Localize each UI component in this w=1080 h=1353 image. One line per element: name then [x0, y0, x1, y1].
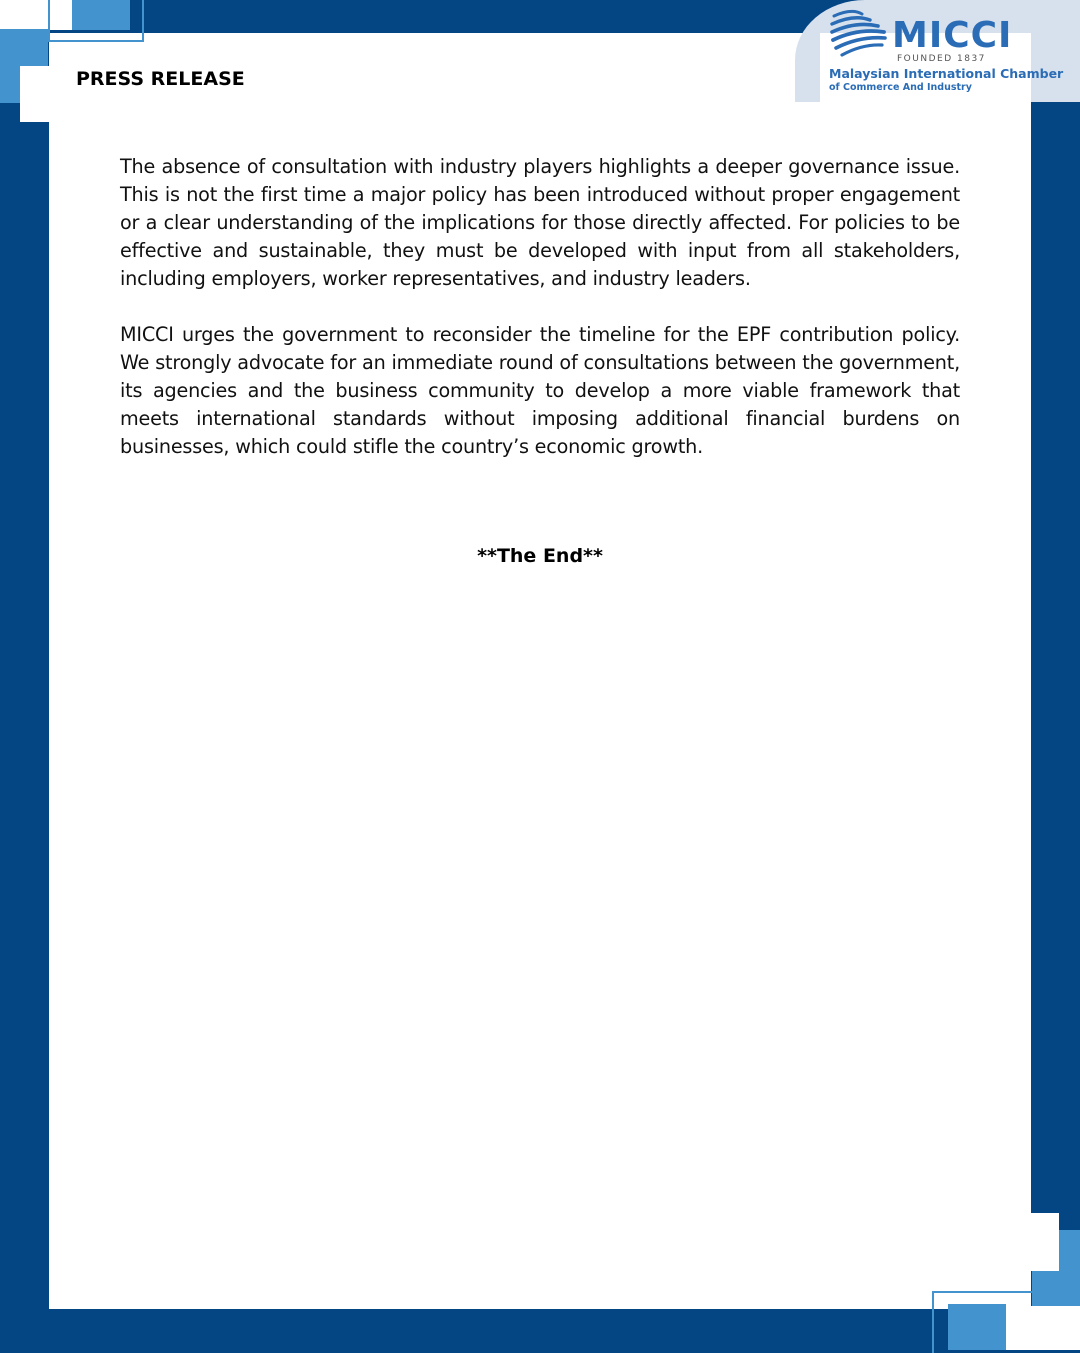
logo-wordmark: MICCI	[892, 15, 1013, 56]
paragraph: The absence of consultation with industry players highlights a deeper governance issue. This is not the first time a major policy has been introduced without proper engagement or a clear understanding of the implications for those directly affected. For policies to be effective and sustainable, they must be developed with input from all stakeholders, including employers, worker representatives, and industry leaders.	[120, 155, 960, 290]
closing-marker: **The End**	[477, 545, 603, 567]
corner-decoration-block	[20, 66, 49, 122]
corner-decoration-outline	[48, 0, 144, 42]
logo-org-name-sub: of Commerce And Industry	[829, 82, 972, 93]
press-release-label: PRESS RELEASE	[76, 68, 245, 90]
globe-stripes-icon	[828, 6, 888, 62]
logo-founded-text: FOUNDED 1837	[897, 54, 986, 64]
corner-decoration-block	[910, 1306, 932, 1309]
paragraph: MICCI urges the government to reconsider the timeline for the EPF contribution policy. We strongly advocate for an immediate round of consultations between the government, its agencies and the business community to develop a more viable framework that meets international standards without imposing additional financial burdens on businesses, which could stifle the country’s economic growth.	[120, 323, 960, 458]
corner-decoration-block	[1031, 1213, 1059, 1271]
corner-decoration-outline	[932, 1291, 1032, 1353]
body-text	[120, 153, 960, 489]
logo-org-name: Malaysian International Chamber	[829, 66, 1064, 81]
